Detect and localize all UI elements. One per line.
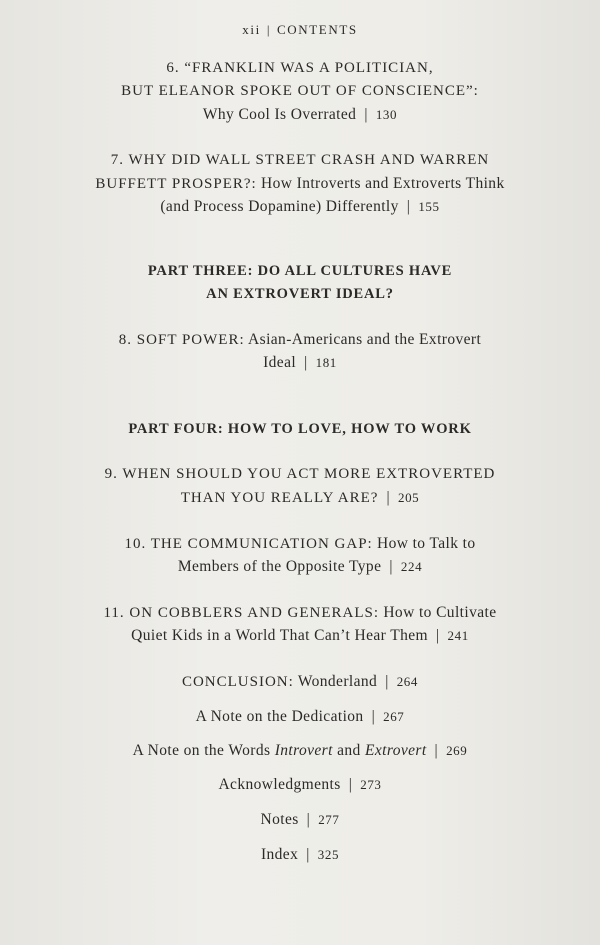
separator: | xyxy=(304,354,308,371)
chapter-10-subtitle-part-2: Members of the Opposite Type xyxy=(177,558,382,575)
chapter-6-title-line-2: BUT ELEANOR SPOKE OUT OF CONSCIENCE”: xyxy=(121,83,479,99)
dedication-note-line xyxy=(0,708,600,726)
chapter-7-title-line-2 xyxy=(0,175,600,193)
words-note-and: and xyxy=(337,742,361,759)
acknowledgments-page: 273 xyxy=(360,777,382,792)
chapter-8-subtitle-line xyxy=(0,354,600,372)
chapter-10-subtitle-part-1: How to Talk to xyxy=(376,535,476,552)
chapter-11-title: 11. ON COBBLERS AND GENERALS: xyxy=(103,605,380,621)
chapter-11-title-line-1 xyxy=(0,604,600,622)
separator: | xyxy=(266,22,272,37)
separator: | xyxy=(348,776,353,793)
part-three-heading-line-1: PART THREE: DO ALL CULTURES HAVE xyxy=(147,263,453,279)
chapter-9-title-end: THAN YOU REALLY ARE? xyxy=(180,490,379,506)
chapter-8-page: 181 xyxy=(315,355,337,370)
separator: | xyxy=(371,708,376,725)
chapter-8-subtitle-part-1: Asian-Americans and the Extrovert xyxy=(248,331,482,348)
chapter-7-subtitle-line xyxy=(0,198,600,216)
index-line xyxy=(0,846,600,864)
chapter-11-page: 241 xyxy=(447,628,469,643)
conclusion-title: Wonderland xyxy=(297,673,378,690)
index-page: 325 xyxy=(317,847,340,862)
words-note-page: 269 xyxy=(446,743,468,758)
chapter-10-subtitle-line xyxy=(0,558,600,576)
chapter-6-subtitle: Why Cool Is Overrated xyxy=(202,106,357,123)
chapter-7-subtitle-part-2: (and Process Dopamine) Differently xyxy=(160,198,399,215)
chapter-9-title-line-2 xyxy=(0,489,600,507)
part-four-heading: PART FOUR: HOW TO LOVE, HOW TO WORK xyxy=(128,421,472,437)
dedication-note-page: 267 xyxy=(383,709,405,724)
chapter-7-subtitle-part-1: How Introverts and Extroverts Think xyxy=(261,175,505,192)
chapter-9-title-line-1: 9. WHEN SHOULD YOU ACT MORE EXTROVERTED xyxy=(104,466,496,482)
separator: | xyxy=(389,558,393,575)
index-title: Index xyxy=(260,846,299,863)
dedication-note-title: A Note on the Dedication xyxy=(195,708,364,725)
words-note-line xyxy=(0,742,600,760)
part-three-heading-line-2: AN EXTROVERT IDEAL? xyxy=(206,286,394,302)
page-number: xii xyxy=(242,22,261,37)
conclusion-page: 264 xyxy=(396,674,419,689)
separator: | xyxy=(306,846,310,863)
separator: | xyxy=(364,106,368,123)
chapter-8-title: 8. SOFT POWER: xyxy=(118,332,245,348)
chapter-10-title: 10. THE COMMUNICATION GAP: xyxy=(124,536,373,552)
header-title: CONTENTS xyxy=(277,22,358,37)
chapter-7-title-end: BUFFETT PROSPER?: xyxy=(95,176,257,192)
notes-line xyxy=(0,811,600,829)
chapter-6-title-line-1: 6. “FRANKLIN WAS A POLITICIAN, xyxy=(166,60,434,76)
words-note-extrovert: Extrovert xyxy=(364,742,427,759)
separator: | xyxy=(306,811,311,828)
chapter-7-title-line-1: 7. WHY DID WALL STREET CRASH AND WARREN xyxy=(110,152,490,168)
notes-title: Notes xyxy=(260,811,299,828)
separator: | xyxy=(435,627,440,644)
separator: | xyxy=(434,742,439,759)
chapter-8-subtitle-part-2: Ideal xyxy=(263,354,297,371)
chapter-9-page: 205 xyxy=(397,490,420,505)
chapter-11-subtitle-line xyxy=(0,627,600,645)
chapter-10-title-line-1 xyxy=(0,535,600,553)
separator: | xyxy=(406,198,411,215)
chapter-11-subtitle-part-1: How to Cultivate xyxy=(383,604,497,621)
notes-page: 277 xyxy=(318,812,340,827)
chapter-6-subtitle-line xyxy=(0,106,600,124)
acknowledgments-title: Acknowledgments xyxy=(218,776,341,793)
chapter-8-title-line-1 xyxy=(0,331,600,349)
running-header xyxy=(0,22,600,38)
chapter-11-subtitle-part-2: Quiet Kids in a World That Can’t Hear Them xyxy=(131,627,428,644)
acknowledgments-line xyxy=(0,776,600,794)
words-note-introvert: Introvert xyxy=(274,742,333,759)
chapter-10-page: 224 xyxy=(400,559,423,574)
conclusion-line xyxy=(0,673,600,691)
chapter-6-page: 130 xyxy=(375,107,398,122)
separator: | xyxy=(386,489,390,506)
words-note-title-part-1: A Note on the Words xyxy=(132,742,271,759)
conclusion-label: CONCLUSION: xyxy=(181,674,294,690)
chapter-7-page: 155 xyxy=(418,199,440,214)
separator: | xyxy=(385,673,389,690)
